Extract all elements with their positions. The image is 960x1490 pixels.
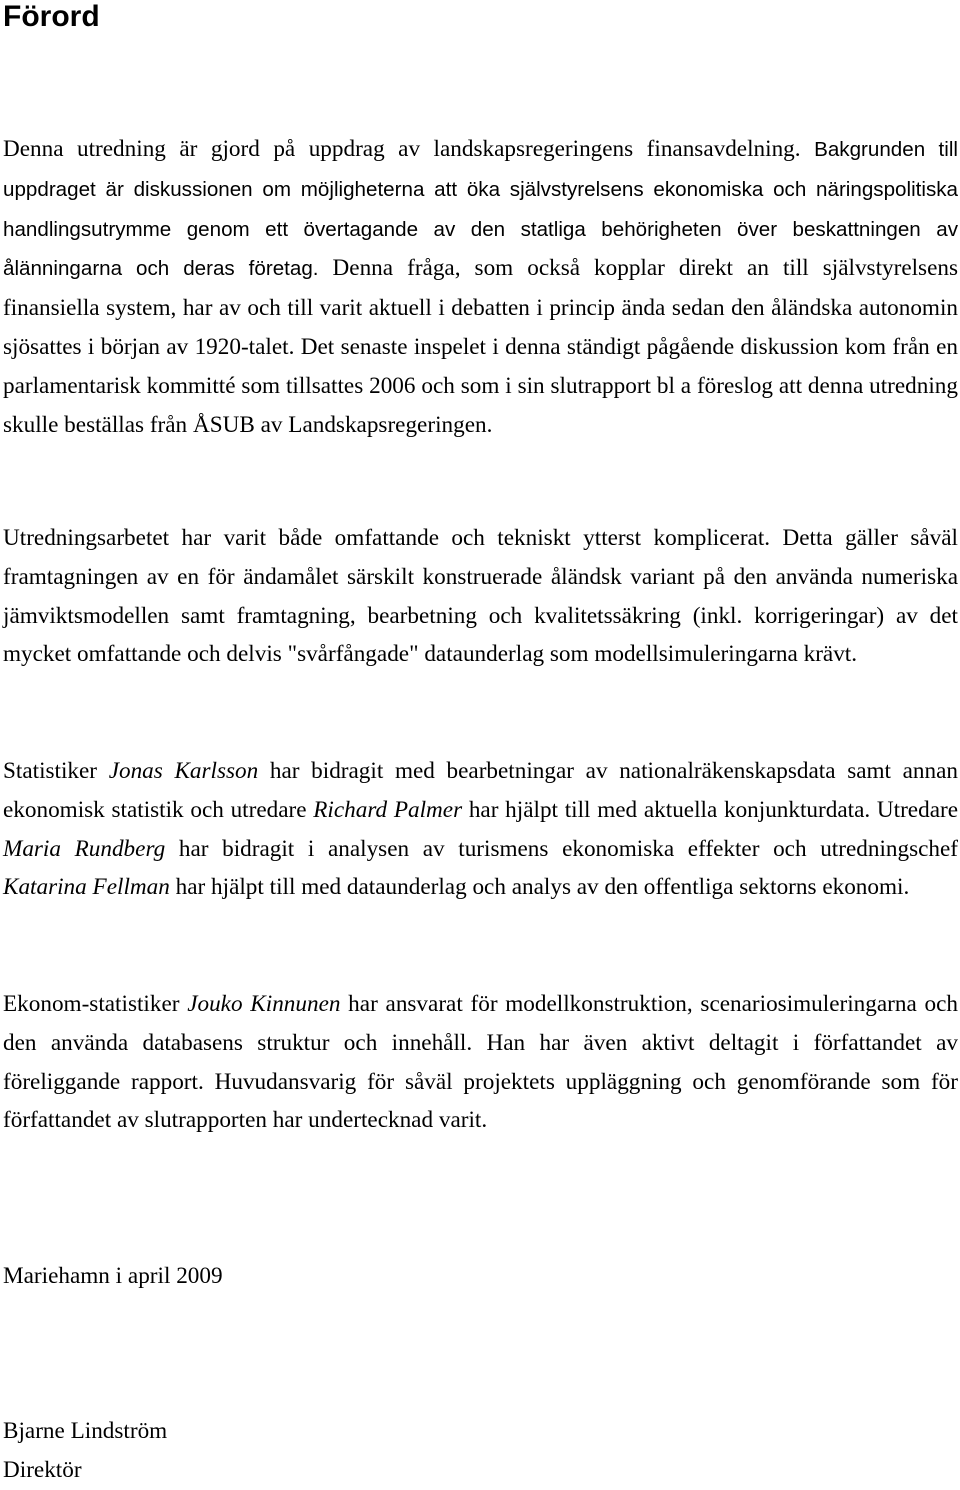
person-name: Katarina Fellman	[3, 874, 170, 901]
signature-title: Direktör	[3, 1457, 82, 1483]
paragraph-contributors	[3, 752, 958, 907]
document-page	[3, 0, 959, 1483]
person-name: Maria Rundberg	[3, 835, 166, 862]
paragraph-background	[3, 130, 958, 444]
paragraph-background-intro: Denna utredning är gjord på uppdrag av landskapsregeringens finansavdelning.	[3, 136, 801, 162]
paragraph-work: Utredningsarbetet har varit både omfattande och tekniskt ytterst komplicerat. Detta gäller såväl framtagningen av en för ändamålet särskilt konstruerade åländsk variant på den använda numeriska jämviktsmodellen samt framtagning, bearbetning och kvalitetssäkring (inkl. korrigeringar) av det mycket omfattande och delvis "svårfångade" dataunderlag som modellsimuleringarna krävt.	[3, 525, 958, 668]
person-name: Richard Palmer	[313, 796, 463, 823]
text-segment: har bidragit i analysen av turismens ekonomiska effekter och utredningschef	[165, 835, 958, 862]
text-segment: har hjälpt till med dataunderlag och analys av den offentliga sektorns ekonomi.	[169, 874, 910, 901]
signature-name: Bjarne Lindström	[3, 1418, 168, 1444]
text-segment: har bidragit med bearbetningar av nationalräkenskapsdata samt annan ekonomisk statistik och utredare	[3, 758, 959, 823]
paragraph-model	[3, 985, 958, 1140]
text-segment: Ekonom-statistiker	[3, 991, 188, 1017]
page-title: Förord	[3, 0, 100, 33]
place-date: Mariehamn i april 2009	[3, 1263, 223, 1289]
text-segment: har hjälpt till med aktuella konjunkturdata. Utredare	[462, 796, 958, 823]
paragraph-background-sans: Bakgrunden till uppdraget är diskussionen om möjligheterna att öka självstyrelsens ekonomiska och näringspolitiska handlingsutrymme genom ett övertagande av den statliga behörigheten över beskattningen av ålänningarna och deras företag.	[3, 138, 959, 281]
paragraph-background-rest: Denna fråga, som också kopplar direkt an till självstyrelsens finansiella system, har av och till varit aktuell i debatten i princip ända sedan den åländska autonomin sjösattes i början av 1920-talet. Det senaste inspelet i denna ständigt pågående diskussion kom från en parlamentarisk kommitté som tillsattes 2006 och som i sin slutrapport bl a föreslog att denna utredning skulle beställas från ÅSUB av Landskapsregeringen.	[3, 255, 958, 438]
person-name: Jouko Kinnunen	[187, 991, 341, 1017]
person-name: Jonas Karlsson	[108, 758, 259, 784]
text-segment: har ansvarat för modellkonstruktion, scenariosimuleringarna och den använda databasens struktur och innehåll. Han har även aktivt deltagit i författandet av föreliggande rapport. Huvudansvarig för såväl projektets uppläggning och genomförande som för författandet av slutrapporten har undertecknad varit.	[3, 991, 958, 1134]
text-segment: Statistiker	[3, 758, 109, 784]
